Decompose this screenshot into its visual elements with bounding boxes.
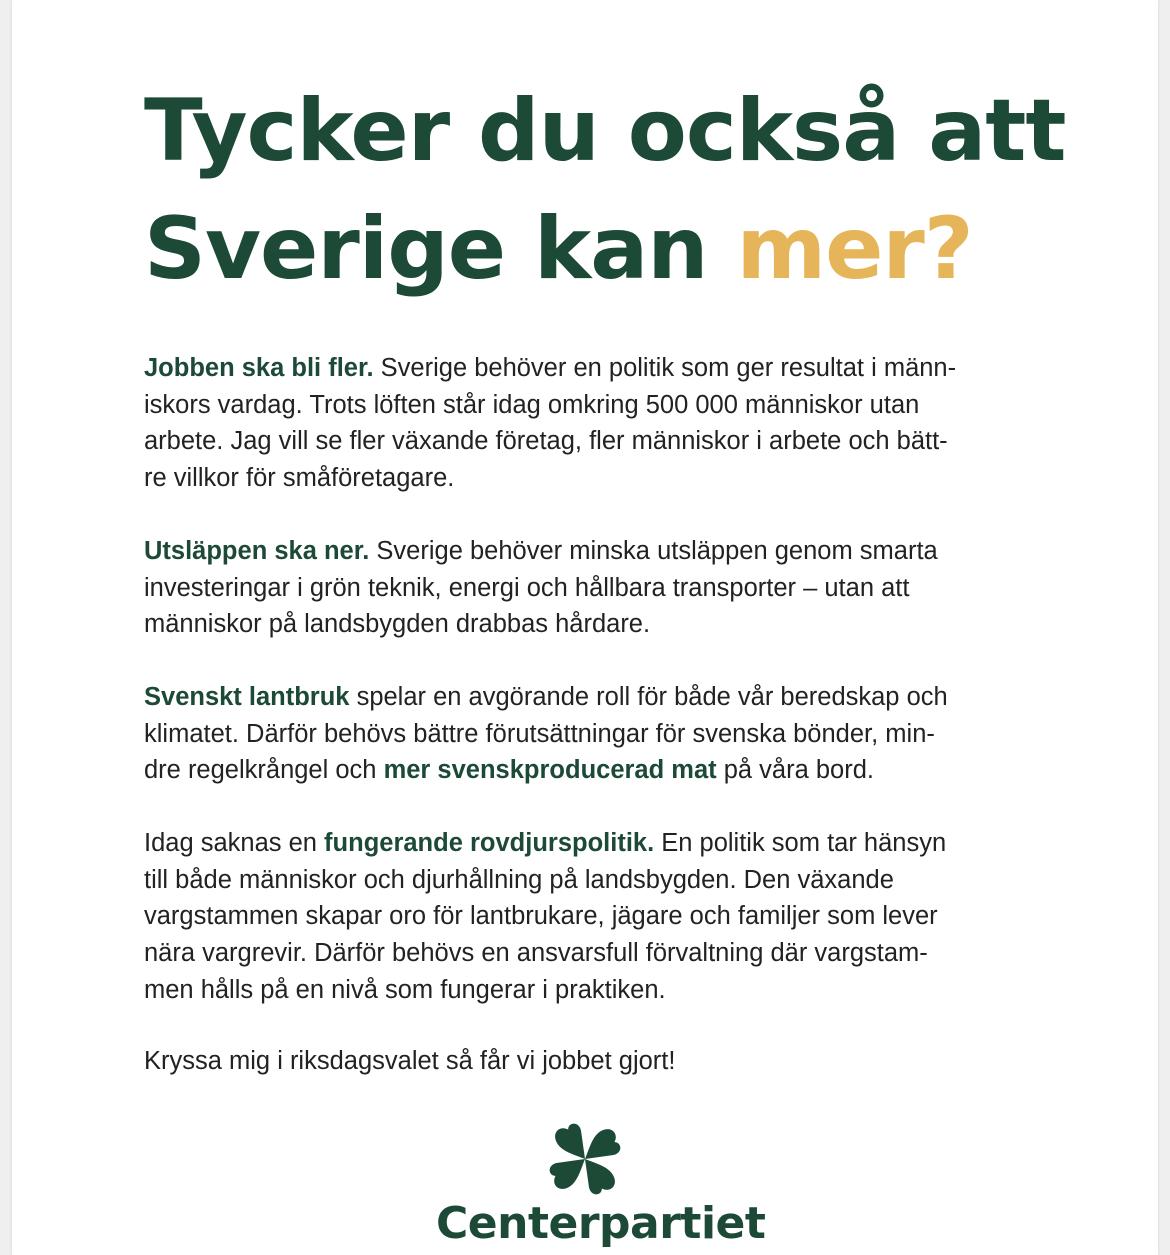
headline-line-1: Tycker du också att xyxy=(144,81,1066,181)
line-text: Idag saknas en xyxy=(144,829,325,857)
line-text: på våra bord. xyxy=(716,756,874,785)
paragraph-jobs xyxy=(144,350,1034,497)
paragraph-call-to-action xyxy=(144,1043,1034,1080)
emphasis: Utsläppen ska ner. xyxy=(144,537,370,565)
paragraph-line: investeringar i grön teknik, energi och hållbara transporter – utan att xyxy=(144,573,910,602)
line-text: Sverige behöver minska utsläppen genom smarta xyxy=(369,537,938,565)
four-leaf-clover-icon xyxy=(540,1114,630,1204)
paragraph-line: iskors vardag. Trots löften står idag omkring 500 000 människor utan xyxy=(144,390,920,419)
paragraph-line: vargstammen skapar oro för lantbrukare, jägare och familjer som lever xyxy=(144,902,938,931)
line-text: Sverige behöver en politik som ger resultat i männ- xyxy=(373,354,957,382)
paragraph-line xyxy=(144,350,1034,387)
paragraph-agriculture xyxy=(144,679,1034,789)
emphasis: Jobben ska bli fler. xyxy=(144,354,374,382)
logo-wordmark: Centerpartiet xyxy=(436,1198,766,1249)
paragraph-line xyxy=(144,533,1034,570)
emphasis: mer svenskproducerad mat xyxy=(383,756,717,785)
line-text: dre regelkrångel och xyxy=(144,756,384,785)
paragraph-line: men hålls på en nivå som fungerar i praktiken. xyxy=(144,975,666,1004)
paragraph-line xyxy=(144,825,1034,862)
line-text: En politik som tar hänsyn xyxy=(654,829,947,857)
headline-line-2: Sverige kan xyxy=(144,199,708,299)
paragraph-line xyxy=(144,752,1034,789)
flyer-page xyxy=(12,0,1158,1255)
paragraph-predator-policy xyxy=(144,825,1034,1009)
paragraph-line: re villkor för småföretagare. xyxy=(144,464,455,493)
emphasis: fungerande rovdjurspolitik. xyxy=(324,829,655,857)
paragraph-line: människor på landsbygden drabbas hårdare. xyxy=(144,610,651,639)
paragraph-line xyxy=(144,679,1034,716)
paragraph-line: arbete. Jag vill se fler växande företag, fler människor i arbete och bätt- xyxy=(144,427,948,456)
paragraph-line: Kryssa mig i riksdagsvalet så får vi jobbet gjort! xyxy=(144,1047,676,1075)
headline-accent: mer? xyxy=(736,199,973,299)
paragraph-line: klimatet. Därför behövs bättre förutsättningar för svenska bönder, min- xyxy=(144,719,935,748)
paragraph-line: till både människor och djurhållning på landsbygden. Den växande xyxy=(144,865,894,894)
paragraph-emissions xyxy=(144,533,1034,643)
centerpartiet-logo xyxy=(436,1110,766,1255)
headline xyxy=(144,72,1065,308)
paragraph-line: nära vargrevir. Därför behövs en ansvarsfull förvaltning där vargstam- xyxy=(144,939,928,968)
line-text: spelar en avgörande roll för både vår beredskap och xyxy=(349,683,948,711)
emphasis: Svenskt lantbruk xyxy=(144,683,350,711)
